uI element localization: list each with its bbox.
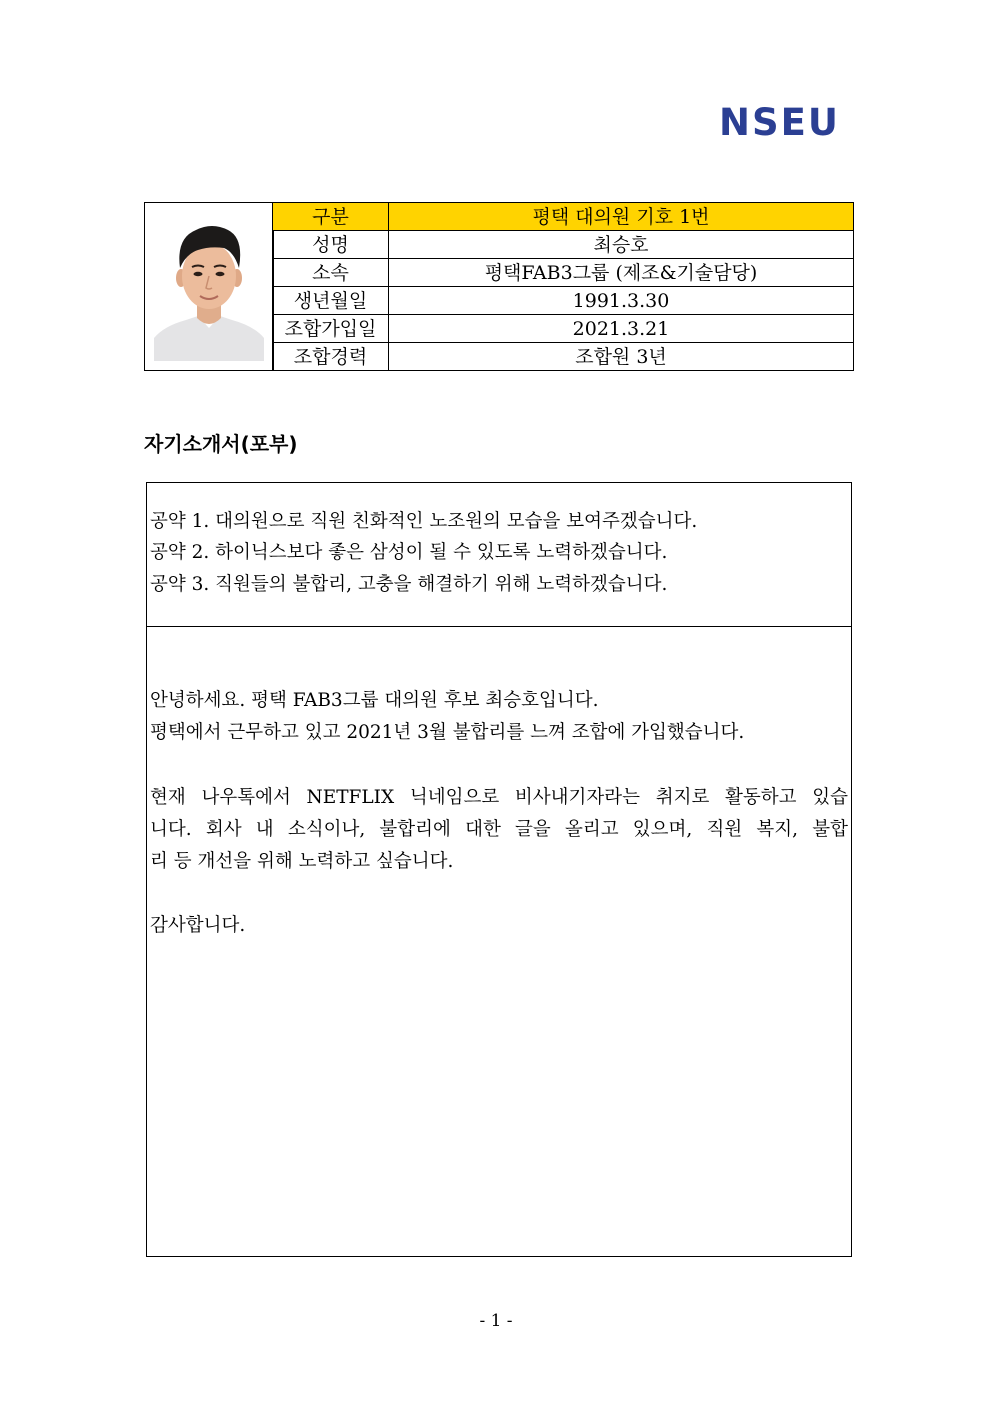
pledge-item: 공약 3. 직원들의 불합리, 고충을 해결하기 위해 노력하겠습니다. (150, 574, 668, 595)
page-number: - 1 - (479, 1311, 513, 1331)
row-value: 1991.3.30 (389, 287, 854, 315)
profile-row-union-career (273, 343, 854, 371)
nseu-logo: NSEU (719, 101, 840, 144)
row-label: 구분 (273, 203, 389, 231)
pledges-section (147, 483, 851, 627)
profile-row-join-date (273, 315, 854, 343)
intro-line: 평택에서 근무하고 있고 2021년 3월 불합리를 느껴 조합에 가입했습니다. (150, 722, 745, 743)
intro-line: 안녕하세요. 평택 FAB3그룹 대의원 후보 최승호입니다. (150, 690, 599, 711)
profile-row-affiliation (273, 259, 854, 287)
intro-line: 니다. 회사 내 소식이나, 불합리에 대한 글을 올리고 있으며, 직원 복지, 불합 (150, 819, 848, 840)
statement-box (146, 482, 852, 1257)
section-title: 자기소개서(포부) (144, 432, 298, 456)
profile-photo (154, 216, 264, 361)
pledge-item: 공약 2. 하이닉스보다 좋은 삼성이 될 수 있도록 노력하겠습니다. (150, 542, 668, 563)
row-value: 최승호 (389, 231, 854, 259)
closing-line: 감사합니다. (150, 915, 246, 936)
profile-table (144, 202, 854, 371)
row-value: 조합원 3년 (389, 343, 854, 371)
row-label: 조합경력 (273, 343, 389, 371)
row-label: 조합가입일 (273, 315, 389, 343)
row-value: 평택FAB3그룹 (제조&기술담당) (389, 259, 854, 287)
pledge-item: 공약 1. 대의원으로 직원 친화적인 노조원의 모습을 보여주겠습니다. (150, 511, 698, 532)
photo-cell (144, 202, 274, 371)
row-label: 성명 (273, 231, 389, 259)
intro-line: 현재 나우톡에서 NETFLIX 닉네임으로 비사내기자라는 취지로 활동하고 있습 (150, 787, 848, 808)
row-value: 평택 대의원 기호 1번 (389, 203, 854, 231)
profile-rows (272, 202, 854, 371)
row-value: 2021.3.21 (389, 315, 854, 343)
intro-line: 리 등 개선을 위해 노력하고 싶습니다. (150, 851, 454, 872)
profile-row-name (273, 231, 854, 259)
profile-row-birthdate (273, 287, 854, 315)
row-label: 소속 (273, 259, 389, 287)
row-label: 생년월일 (273, 287, 389, 315)
profile-row-category (273, 203, 854, 231)
